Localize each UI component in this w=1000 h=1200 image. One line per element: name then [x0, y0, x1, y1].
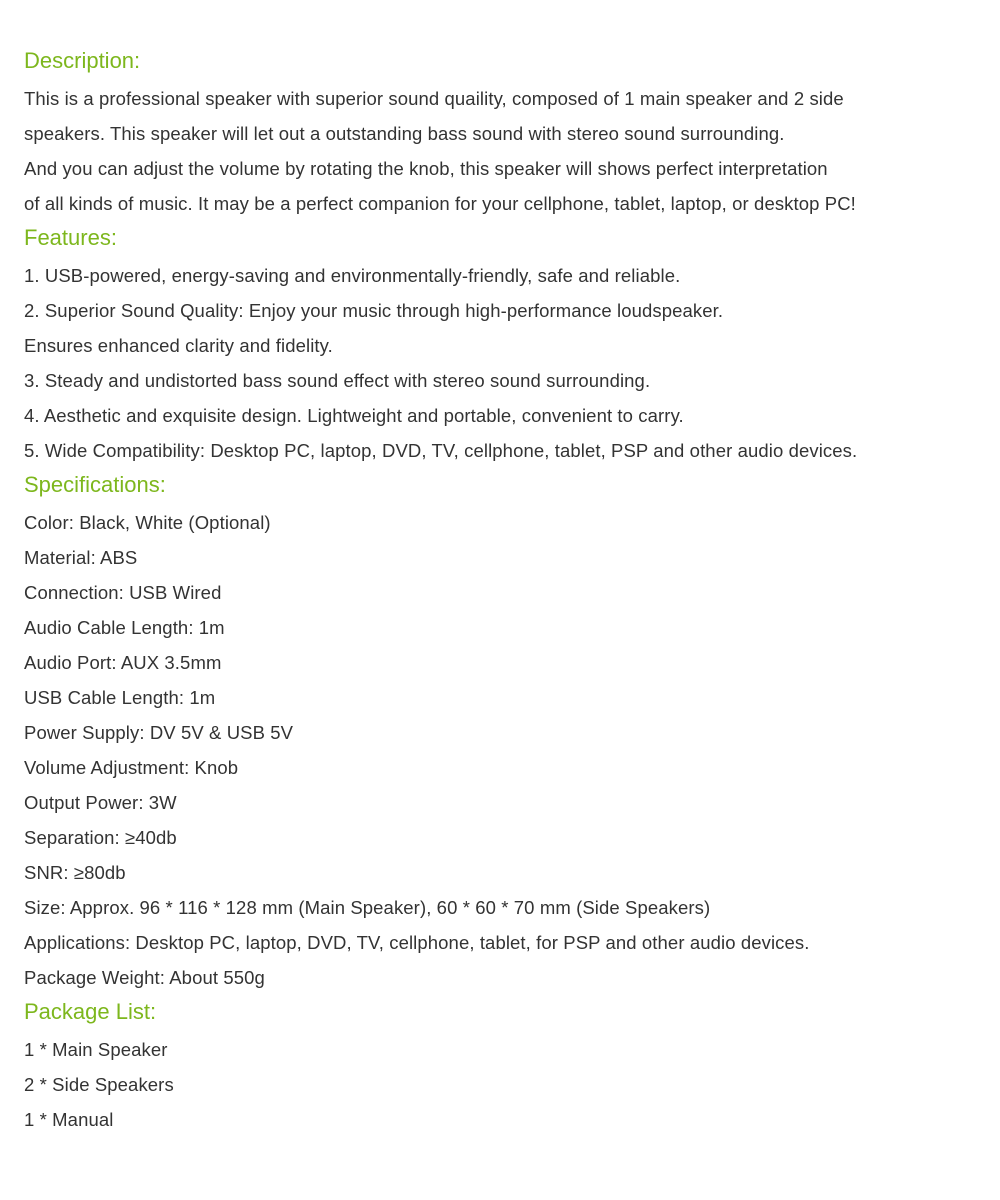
description-line: This is a professional speaker with superior sound quaility, composed of 1 main speaker and 2 side [24, 88, 844, 109]
spec-item: Separation: ≥40db [24, 827, 177, 848]
feature-item: 5. Wide Compatibility: Desktop PC, laptop, DVD, TV, cellphone, tablet, PSP and other audio devices. [24, 440, 858, 461]
features-list [24, 258, 1000, 468]
spec-item: Audio Port: AUX 3.5mm [24, 652, 222, 673]
features-heading: Features: [24, 225, 117, 250]
spec-item: Size: Approx. 96 * 116 * 128 mm (Main Speaker), 60 * 60 * 70 mm (Side Speakers) [24, 897, 711, 918]
spec-item: Volume Adjustment: Knob [24, 757, 239, 778]
feature-item: Ensures enhanced clarity and fidelity. [24, 335, 333, 356]
spec-item: Audio Cable Length: 1m [24, 617, 225, 638]
feature-item: 4. Aesthetic and exquisite design. Lightweight and portable, convenient to carry. [24, 405, 684, 426]
specifications-heading: Specifications: [24, 472, 166, 497]
package-item: 1 * Main Speaker [24, 1039, 168, 1060]
package-list [24, 1032, 1000, 1137]
feature-item: 3. Steady and undistorted bass sound effect with stereo sound surrounding. [24, 370, 651, 391]
spec-item: USB Cable Length: 1m [24, 687, 216, 708]
feature-item: 1. USB-powered, energy-saving and environmentally-friendly, safe and reliable. [24, 265, 681, 286]
features-section [24, 223, 1000, 468]
description-text [24, 81, 1000, 221]
spec-item: Applications: Desktop PC, laptop, DVD, TV, cellphone, tablet, for PSP and other audio devices. [24, 932, 810, 953]
spec-item: Package Weight: About 550g [24, 967, 265, 988]
package-item: 1 * Manual [24, 1109, 114, 1130]
description-line: speakers. This speaker will let out a outstanding bass sound with stereo sound surrounding. [24, 123, 785, 144]
package-item: 2 * Side Speakers [24, 1074, 174, 1095]
spec-item: Output Power: 3W [24, 792, 177, 813]
description-line: And you can adjust the volume by rotating the knob, this speaker will shows perfect interpretation [24, 158, 828, 179]
specifications-list [24, 505, 1000, 995]
spec-item: SNR: ≥80db [24, 862, 126, 883]
specifications-section [24, 470, 1000, 995]
feature-item: 2. Superior Sound Quality: Enjoy your music through high-performance loudspeaker. [24, 300, 724, 321]
spec-item: Power Supply: DV 5V & USB 5V [24, 722, 294, 743]
package-list-heading: Package List: [24, 999, 157, 1024]
description-line: of all kinds of music. It may be a perfect companion for your cellphone, tablet, laptop, or desktop PC! [24, 193, 856, 214]
package-list-section [24, 997, 1000, 1137]
spec-item: Connection: USB Wired [24, 582, 222, 603]
description-section [24, 46, 1000, 221]
description-heading: Description: [24, 48, 141, 73]
spec-item: Color: Black, White (Optional) [24, 512, 271, 533]
spec-item: Material: ABS [24, 547, 138, 568]
